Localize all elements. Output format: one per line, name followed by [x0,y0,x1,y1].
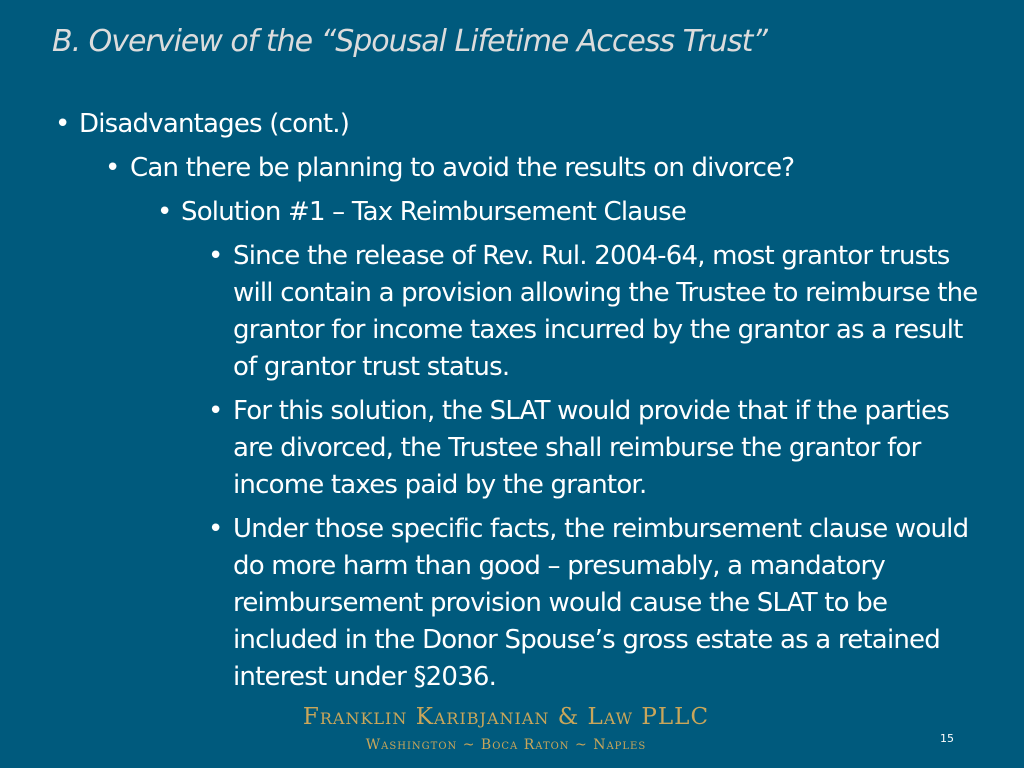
bullet-icon: • [208,241,223,271]
bullet-text: Under those specific facts, the reimbursement clause would do more harm than good – presumably, a mandatory reimbursement provision would cause the SLAT to be included in the Donor Spouse’s gross estate as a retained interest under §2036. [233,514,969,692]
slide-body [0,106,1024,703]
bullet-level-4 [0,238,993,386]
bullet-level-3 [0,194,1024,231]
bullet-level-1 [0,106,1024,143]
bullet-level-4 [0,511,993,696]
page-number: 15 [940,732,954,745]
bullet-text: Since the release of Rev. Rul. 2004-64, most grantor trusts will contain a provision allowing the Trustee to reimburse the grantor for income taxes incurred by the grantor as a result of grantor trust status. [233,241,978,382]
bullet-text: Solution #1 – Tax Reimbursement Clause [181,197,687,227]
bullet-icon: • [157,197,172,227]
firm-name: Franklin Karibjanian & Law PLLC [302,704,710,730]
bullet-icon: • [208,514,223,544]
bullet-text: Disadvantages (cont.) [79,109,350,139]
bullet-text: Can there be planning to avoid the results on divorce? [130,153,795,183]
bullet-level-4 [0,393,993,504]
bullet-text: For this solution, the SLAT would provide that if the parties are divorced, the Trustee shall reimburse the grantor for income taxes paid by the grantor. [233,396,949,500]
bullet-icon: • [105,153,120,183]
bullet-icon: • [208,396,223,426]
firm-locations: Washington ~ Boca Raton ~ Naples [365,737,647,753]
bullet-level-2 [0,150,1024,187]
bullet-icon: • [55,109,70,139]
slide-title: B. Overview of the “Spousal Lifetime Access Trust” [52,24,767,59]
